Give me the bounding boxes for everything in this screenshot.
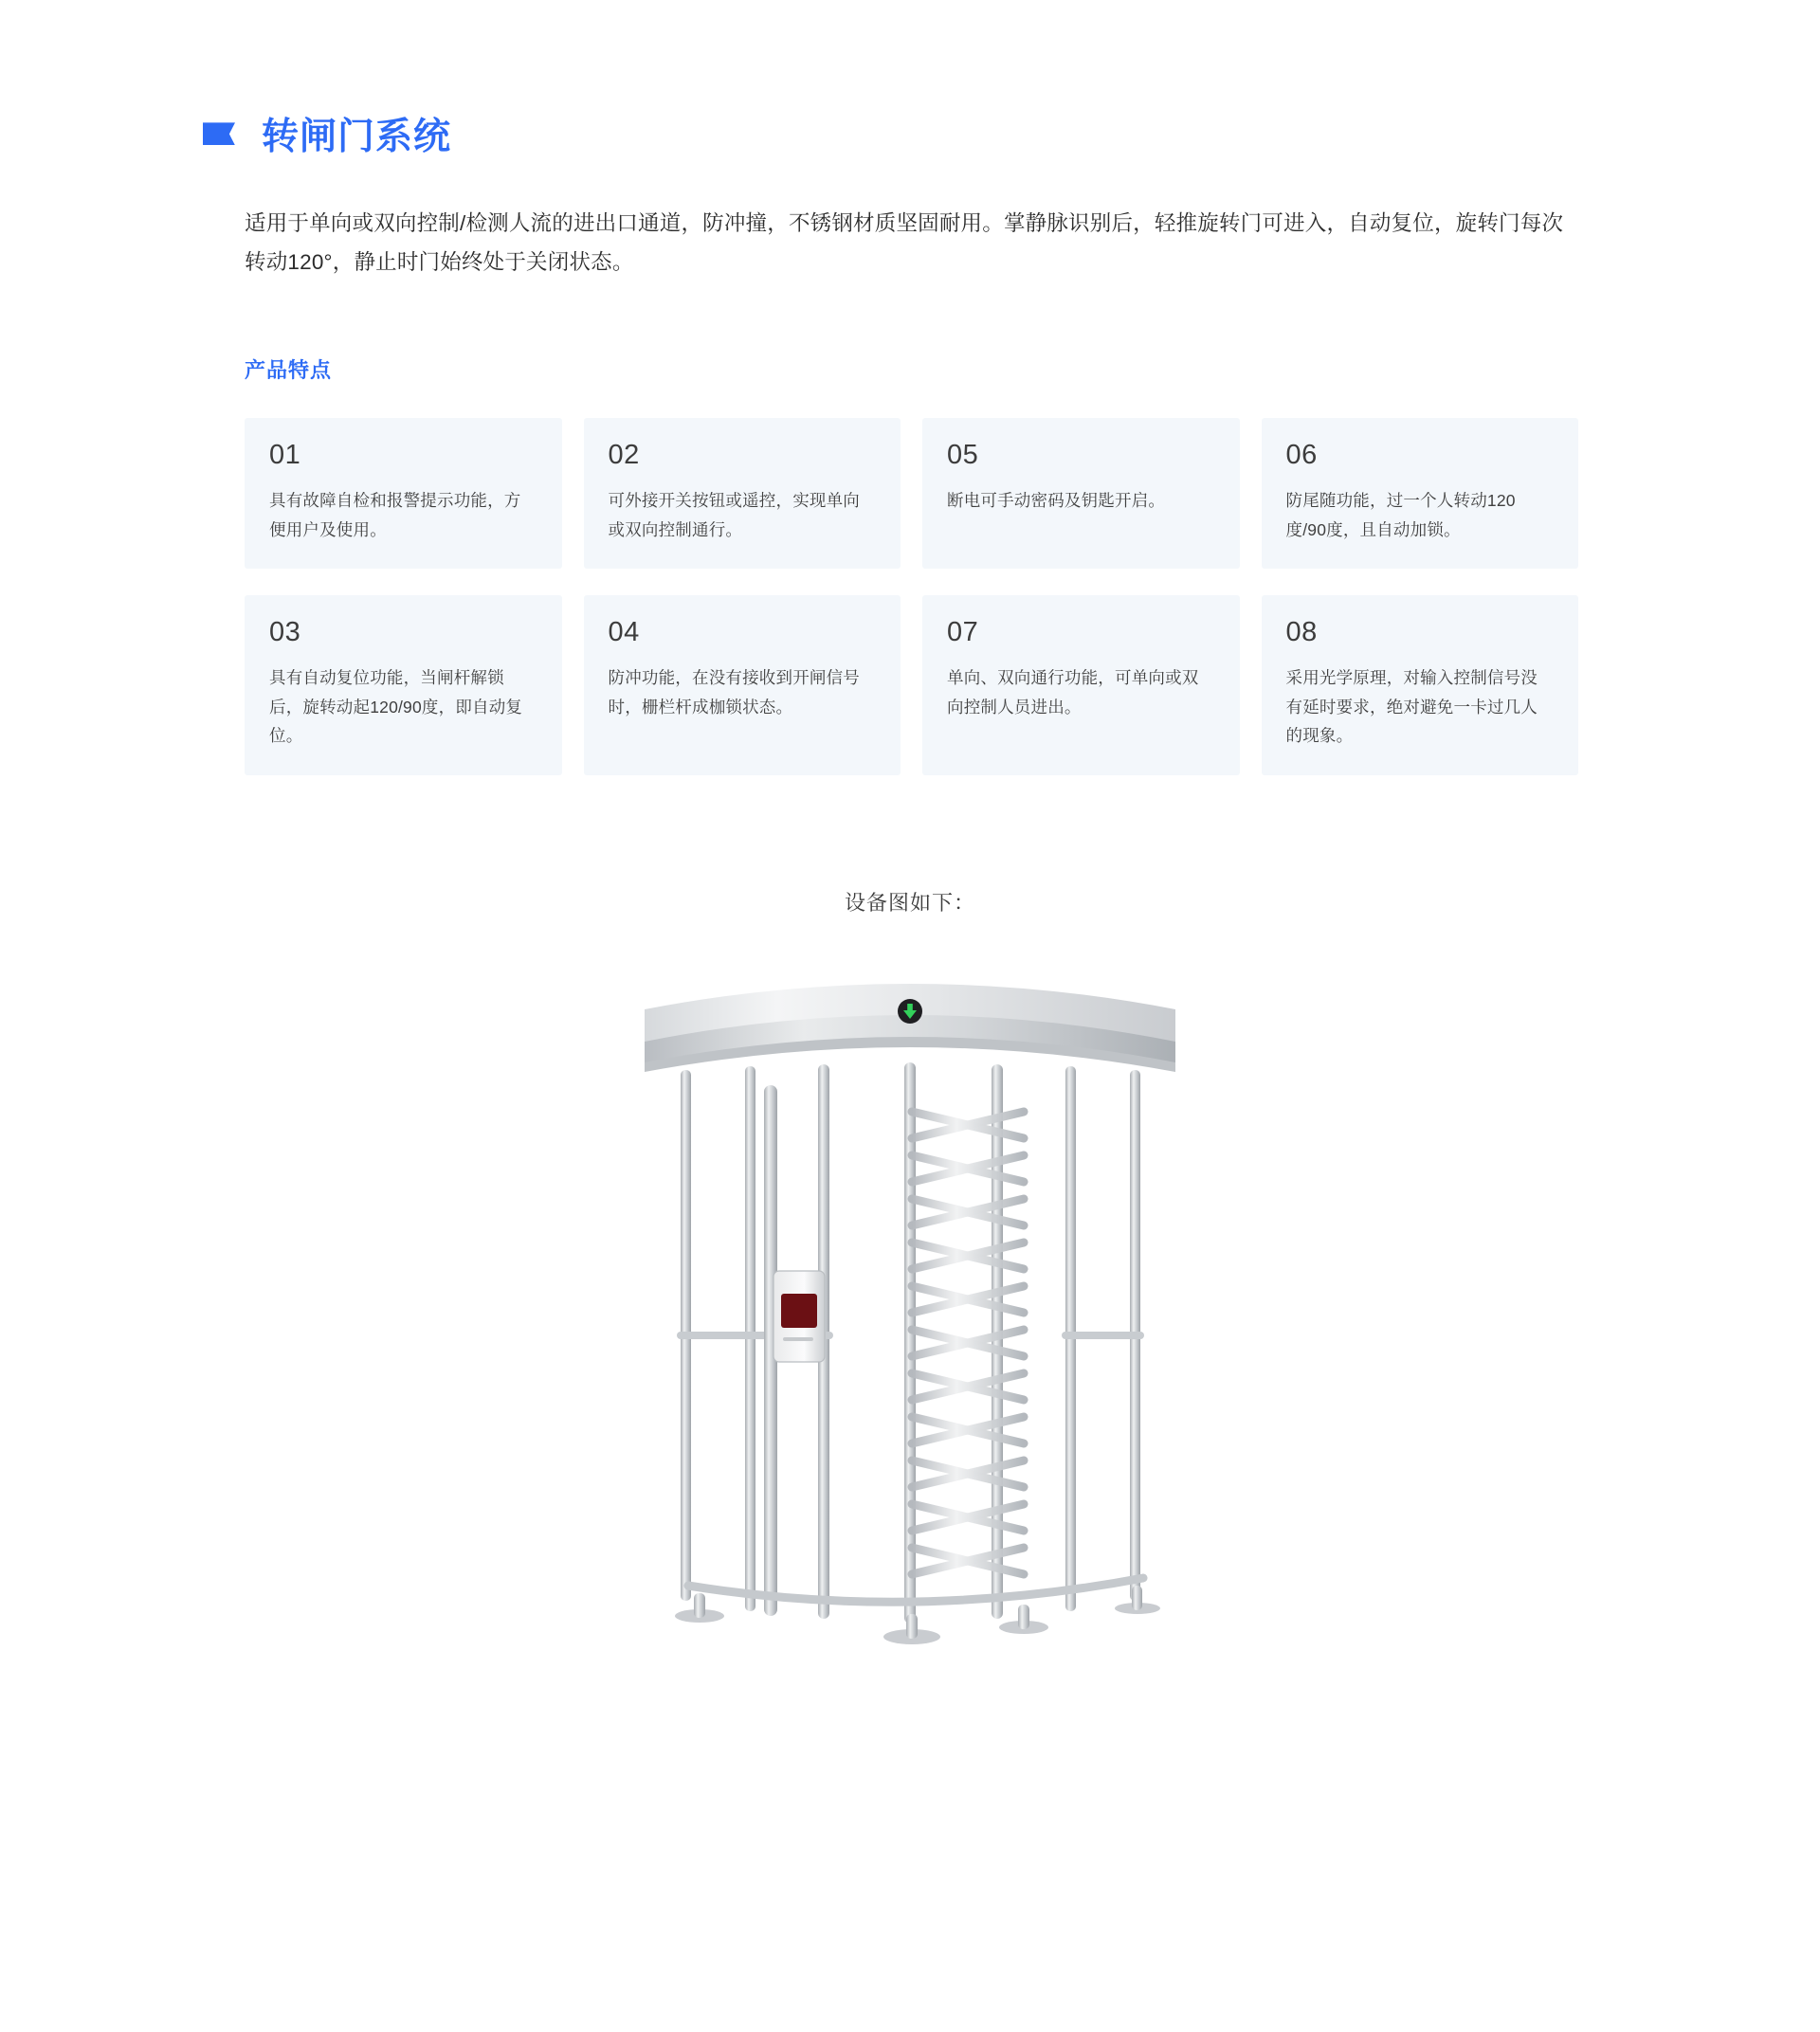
feature-number: 03 xyxy=(269,617,301,648)
feature-number: 08 xyxy=(1285,617,1318,648)
feature-text: 采用光学原理，对输入控制信号没有延时要求，绝对避免一卡过几人的现象。 xyxy=(1285,668,1538,746)
flag-arrow-icon xyxy=(203,120,245,154)
green-down-arrow-icon xyxy=(898,999,922,1024)
feature-card xyxy=(245,418,562,569)
feature-text: 具有故障自检和报警提示功能，方便用户及使用。 xyxy=(269,490,521,539)
feature-text: 具有自动复位功能，当闸杆解锁后，旋转动起120/90度，即自动复位。 xyxy=(269,668,523,746)
feature-text: 断电可手动密码及钥匙开启。 xyxy=(947,490,1166,510)
feature-card xyxy=(245,595,562,775)
feature-number: 05 xyxy=(947,440,979,471)
feature-card xyxy=(922,418,1240,569)
section-heading-features: 产品特点 xyxy=(245,358,333,383)
feature-text: 单向、双向通行功能，可单向或双向控制人员进出。 xyxy=(947,668,1199,717)
page-title: 转闸门系统 xyxy=(262,117,452,157)
full-height-turnstile-gate-image xyxy=(578,952,1242,1654)
feature-number: 07 xyxy=(947,617,979,648)
device-image-caption: 设备图如下： xyxy=(844,890,975,915)
feature-text: 防尾随功能，过一个人转动120度/90度，且自动加锁。 xyxy=(1285,490,1516,539)
feature-number: 06 xyxy=(1285,440,1318,471)
intro-paragraph: 适用于单向或双向控制/检测人流的进出口通道，防冲撞，不锈钢材质坚固耐用。掌静脉识别后，轻推旋转门可进入，自动复位，旋转门每次转动120°，静止时门始终处于关闭状态。 xyxy=(245,210,1564,275)
feature-card xyxy=(922,595,1240,775)
page-header xyxy=(0,0,1820,160)
feature-number: 01 xyxy=(269,440,301,471)
feature-card xyxy=(584,418,901,569)
feature-number: 04 xyxy=(608,617,640,648)
feature-card-grid xyxy=(0,418,1820,775)
palm-vein-reader xyxy=(774,1271,825,1362)
feature-card xyxy=(584,595,901,775)
feature-number: 02 xyxy=(608,440,640,471)
feature-card xyxy=(1262,418,1579,569)
feature-card xyxy=(1262,595,1579,775)
feature-text: 可外接开关按钮或遥控，实现单向或双向控制通行。 xyxy=(608,490,860,539)
feature-text: 防冲功能，在没有接收到开闸信号时，栅栏杆成枷锁状态。 xyxy=(608,668,860,717)
